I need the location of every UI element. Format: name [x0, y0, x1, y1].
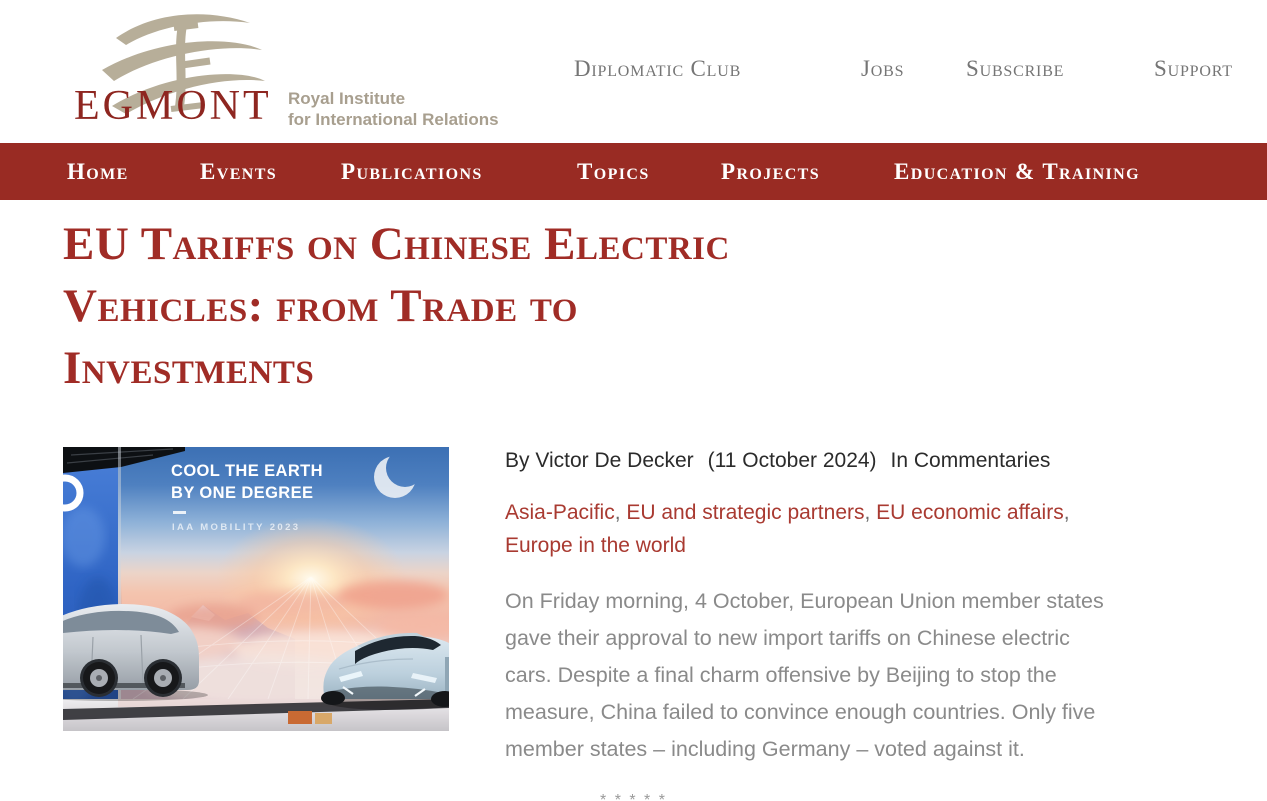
billboard-headline-line1: COOL THE EARTH	[171, 462, 323, 480]
tag-asia-pacific[interactable]: Asia-Pacific ,	[505, 501, 626, 524]
summary-line4: measure, China failed to convince enough countries. Only five	[505, 700, 1096, 724]
logo-tagline-line2: for International Relations	[288, 110, 499, 129]
billboard-dash	[173, 511, 186, 514]
asterisk-separator: * * * * *	[600, 792, 667, 801]
nav-item-home[interactable]: Home	[67, 158, 129, 184]
nav-item-education-training[interactable]: Education & Training	[894, 158, 1140, 184]
page-title-line3: Investments	[63, 342, 315, 394]
site-header	[0, 0, 1267, 143]
crescent-moon-icon	[374, 456, 416, 498]
billboard-headline-line2: BY ONE DEGREE	[171, 484, 314, 502]
topic-tags-line2	[505, 529, 1250, 562]
article-main	[0, 213, 1267, 801]
tag-eu-strategic-partners[interactable]: EU and strategic partners ,	[626, 501, 876, 524]
summary-line5: member states – including Germany – voted against it.	[505, 737, 1025, 761]
summary-line3: cars. Despite a final charm offensive by Beijing to stop the	[505, 663, 1057, 687]
utility-nav-subscribe[interactable]: Subscribe	[966, 56, 1065, 81]
page-title	[63, 213, 1267, 399]
logo-wordmark: EGMONT	[74, 83, 272, 129]
utility-nav-support[interactable]: Support	[1154, 56, 1233, 81]
nav-item-projects[interactable]: Projects	[721, 158, 821, 184]
logo-tagline-line1: Royal Institute	[288, 89, 406, 108]
page-title-line2: Vehicles: from Trade to	[63, 280, 578, 332]
utility-nav-diplomatic-club[interactable]: Diplomatic Club	[574, 56, 742, 81]
billboard-subtitle: IAA MOBILITY 2023	[172, 522, 301, 533]
billboard-headline	[171, 460, 323, 504]
publish-date: (11 October 2024)	[707, 449, 877, 472]
topic-tags-line1	[505, 496, 1250, 529]
article-meta-column	[505, 447, 1250, 768]
article-content-row	[63, 447, 1267, 768]
article-summary	[505, 583, 1250, 768]
article-image	[63, 447, 449, 731]
category-link[interactable]: In Commentaries	[890, 449, 1051, 472]
summary-line2: gave their approval to new import tariffs on Chinese electric	[505, 626, 1070, 650]
nav-item-topics[interactable]: Topics	[577, 158, 650, 184]
utility-nav-jobs[interactable]: Jobs	[861, 56, 905, 81]
main-nav-bar	[0, 143, 1267, 200]
page-title-line1: EU Tariffs on Chinese Electric	[63, 218, 730, 270]
summary-line1: On Friday morning, 4 October, European Union member states	[505, 589, 1104, 613]
nav-item-events[interactable]: Events	[200, 158, 278, 184]
author-link[interactable]: By Victor De Decker	[505, 449, 694, 472]
topic-tags	[505, 496, 1250, 562]
tag-europe-in-the-world[interactable]: Europe in the world	[505, 534, 686, 557]
nav-item-publications[interactable]: Publications	[341, 158, 483, 184]
utility-nav	[0, 0, 1267, 100]
tag-eu-economic-affairs[interactable]: EU economic affairs ,	[876, 501, 1069, 524]
byline	[505, 449, 1250, 473]
